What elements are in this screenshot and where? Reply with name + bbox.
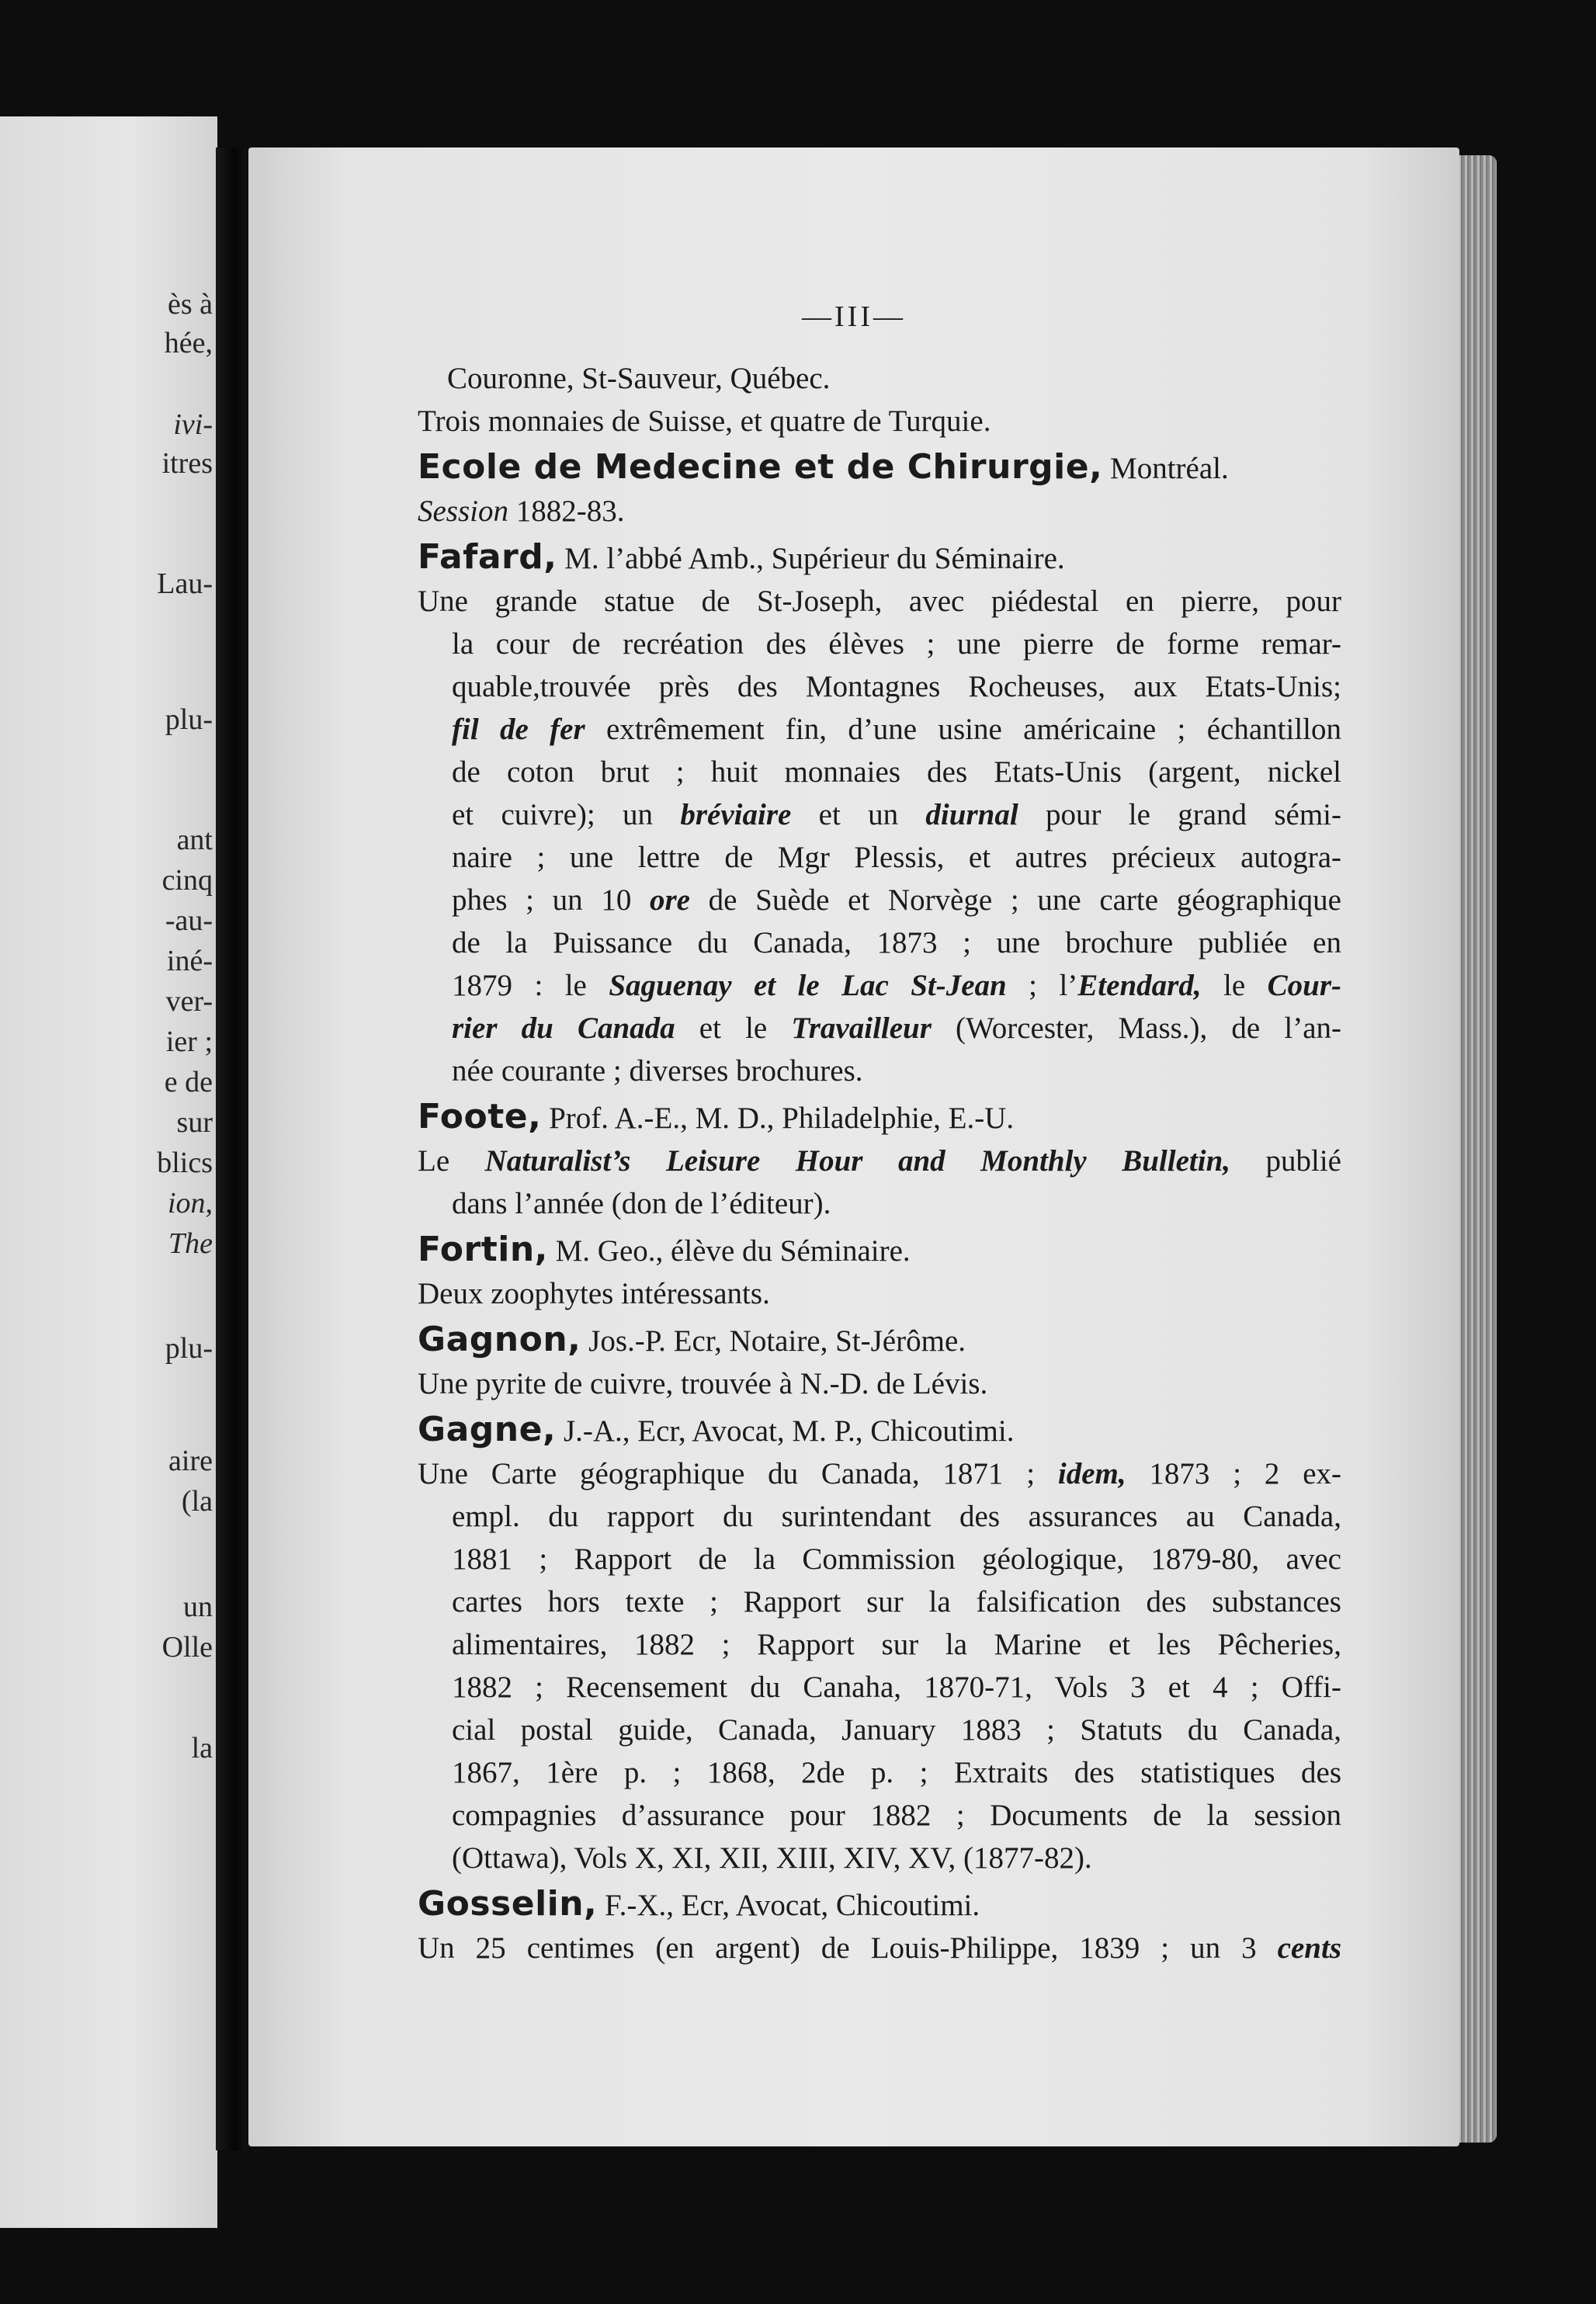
text-line (418, 921, 1341, 964)
text-line (418, 1095, 1341, 1140)
line-text: ; l’ (1006, 969, 1078, 1002)
left-page-fragment: itres (161, 447, 213, 480)
text-line (418, 793, 1341, 836)
left-page-fragment: cinq (161, 864, 213, 897)
text-line (418, 446, 1341, 490)
text-line (418, 357, 1341, 400)
left-page-fragment: ion, (167, 1187, 213, 1220)
session-label: Session (418, 494, 508, 528)
italic-title: Naturalist’s Leisure Hour and Monthly Bulletin, (484, 1144, 1231, 1178)
left-page-fragment: hée, (164, 327, 213, 359)
line-text: extrêmement fin, d’une usine américaine ; échantillon (585, 713, 1341, 746)
left-page-fragment: blics (157, 1147, 213, 1179)
text-line (418, 1538, 1341, 1581)
text-line (418, 490, 1341, 533)
text-line (418, 1495, 1341, 1538)
line-text: alimentaires, 1882 ; Rapport sur la Marine et les Pêcheries, (452, 1628, 1341, 1661)
italic-title: Etendard, (1077, 969, 1202, 1002)
line-text: naire ; une lettre de Mgr Plessis, et autres précieux autogra- (452, 841, 1341, 874)
page-number: —III— (802, 300, 906, 333)
text-line (418, 1272, 1341, 1315)
line-text: Une Carte géographique du Canada, 1871 ; (418, 1457, 1058, 1490)
line-text: 1882-83. (508, 494, 625, 528)
line-text: le (1201, 969, 1268, 1002)
text-line (418, 1751, 1341, 1794)
line-text: de coton brut ; huit monnaies des Etats-Unis (argent, nickel (452, 755, 1341, 789)
line-text: cartes hors texte ; Rapport sur la falsification des substances (452, 1585, 1341, 1619)
italic-title: cents (1277, 1931, 1341, 1965)
left-page-fragment: ès à (167, 288, 213, 321)
line-text: Une grande statue de St-Joseph, avec piédestal en pierre, pour (418, 585, 1341, 618)
text-line (418, 1050, 1341, 1092)
text-line (418, 964, 1341, 1007)
line-text: et un (791, 798, 926, 831)
left-page-fragment: un (183, 1591, 213, 1623)
text-line (418, 1837, 1341, 1879)
left-page-fragment: ier ; (165, 1025, 213, 1058)
text-line (418, 879, 1341, 921)
donor-name: Fortin, (418, 1230, 548, 1269)
italic-title: diurnal (925, 798, 1018, 831)
line-text: 1867, 1ère p. ; 1868, 2de p. ; Extraits des statistiques des (452, 1756, 1341, 1789)
donor-name: Gagne, (418, 1410, 557, 1449)
left-page-fragment: aire (168, 1445, 213, 1477)
text-line (418, 1927, 1341, 1969)
text-line (418, 1140, 1341, 1182)
line-text: Montréal. (1102, 452, 1229, 485)
text-line (418, 1408, 1341, 1452)
text-line (418, 751, 1341, 793)
line-text: Couronne, St-Sauveur, Québec. (447, 362, 831, 395)
line-text: publié (1230, 1144, 1341, 1178)
line-text: 1879 : le (452, 969, 609, 1002)
line-text: 1873 ; 2 ex- (1126, 1457, 1341, 1490)
line-text: née courante ; diverses brochures. (452, 1054, 863, 1088)
line-text: Jos.-P. Ecr, Notaire, St-Jérôme. (581, 1324, 966, 1358)
text-line (418, 1452, 1341, 1495)
line-text: et cuivre); un (452, 798, 681, 831)
line-text: pour le grand sémi- (1018, 798, 1341, 831)
line-text: quable,trouvée près des Montagnes Rocheuses, aux Etats-Unis; (452, 670, 1341, 703)
line-text: Prof. A.-E., M. D., Philadelphie, E.-U. (541, 1102, 1015, 1135)
line-text: phes ; un 10 (452, 883, 650, 917)
donor-name: Ecole de Medecine et de Chirurgie, (418, 447, 1103, 487)
text-line (418, 1882, 1341, 1927)
text-line (418, 623, 1341, 665)
left-page-fragment: ver- (165, 985, 213, 1018)
line-text: dans l’année (don de l’éditeur). (452, 1187, 831, 1220)
italic-title: rier du Canada (452, 1011, 675, 1045)
text-line (418, 665, 1341, 708)
text-line (418, 1709, 1341, 1751)
line-text: Un 25 centimes (en argent) de Louis-Philippe, 1839 ; un 3 (418, 1931, 1278, 1965)
left-page-fragment: e de (164, 1066, 213, 1098)
book-page (248, 147, 1459, 2146)
text-line (418, 1007, 1341, 1050)
line-text: 1882 ; Recensement du Canaha, 1870-71, Vols 3 et 4 ; Offi- (452, 1671, 1341, 1704)
donor-name: Fafard, (418, 537, 557, 577)
left-page-fragment: Lau- (157, 567, 213, 600)
text-line (418, 580, 1341, 623)
left-page-fragment: iné- (166, 945, 213, 977)
line-text: la cour de recréation des élèves ; une pierre de forme remar- (452, 627, 1341, 661)
text-line (418, 1182, 1341, 1225)
left-page-fragment: -au- (165, 904, 213, 937)
donor-name: Foote, (418, 1097, 542, 1136)
line-text: (Worcester, Mass.), de l’an- (931, 1011, 1341, 1045)
text-line (418, 1794, 1341, 1837)
book-gutter (216, 147, 247, 2150)
line-text: et le (675, 1011, 792, 1045)
line-text: F.-X., Ecr, Avocat, Chicoutimi. (597, 1889, 980, 1922)
text-line (418, 400, 1341, 442)
left-page-fragment: la (191, 1732, 213, 1764)
italic-title: ore (649, 883, 690, 917)
text-line (418, 708, 1341, 751)
text-line (418, 1318, 1341, 1362)
left-page-fragment: ivi- (173, 408, 213, 441)
line-text: de la Puissance du Canada, 1873 ; une brochure publiée en (452, 926, 1341, 959)
line-text: M. l’abbé Amb., Supérieur du Séminaire. (557, 542, 1065, 575)
line-text: empl. du rapport du surintendant des assurances au Canada, (452, 1500, 1341, 1533)
line-text: M. Geo., élève du Séminaire. (547, 1234, 911, 1268)
left-page-fragment: (la (181, 1485, 213, 1518)
page-text (418, 357, 1341, 1969)
italic-title: fil de fer (452, 713, 585, 746)
line-text: Trois monnaies de Suisse, et quatre de Turquie. (418, 404, 991, 438)
text-line (418, 1623, 1341, 1666)
left-page-fragment: The (168, 1227, 213, 1260)
left-page-fragment: plu- (165, 703, 213, 736)
text-line (418, 1581, 1341, 1623)
text-line (418, 1666, 1341, 1709)
donor-name: Gagnon, (418, 1320, 581, 1359)
text-line (418, 1228, 1341, 1272)
italic-title: Travailleur (791, 1011, 932, 1045)
line-text: Deux zoophytes intéressants. (418, 1277, 770, 1310)
text-line (418, 536, 1341, 580)
left-page-fragment: sur (176, 1106, 213, 1139)
line-text: 1881 ; Rapport de la Commission géologique, 1879-80, avec (452, 1542, 1341, 1576)
line-text: Une pyrite de cuivre, trouvée à N.-D. de Lévis. (418, 1367, 988, 1400)
italic-title: idem, (1057, 1457, 1126, 1490)
text-line (418, 836, 1341, 879)
italic-title: Saguenay et le Lac St-Jean (609, 969, 1007, 1002)
line-text: compagnies d’assurance pour 1882 ; Documents de la session (452, 1799, 1341, 1832)
line-text: Le (418, 1144, 485, 1178)
italic-title: bréviaire (680, 798, 792, 831)
donor-name: Gosselin, (418, 1884, 598, 1924)
left-page-fragment: Olle (161, 1631, 213, 1664)
line-text: (Ottawa), Vols X, XI, XII, XIII, XIV, XV, (1877-82). (452, 1841, 1092, 1875)
left-page-fragment: ant (176, 824, 213, 856)
line-text: cial postal guide, Canada, January 1883 ; Statuts du Canada, (452, 1713, 1341, 1747)
line-text: de Suède et Norvège ; une carte géographique (689, 883, 1341, 917)
previous-page-fragment (0, 116, 217, 2228)
left-page-fragment: plu- (165, 1332, 213, 1365)
text-line (418, 1362, 1341, 1405)
italic-title: Cour- (1267, 969, 1341, 1002)
line-text: J.-A., Ecr, Avocat, M. P., Chicoutimi. (556, 1414, 1015, 1448)
